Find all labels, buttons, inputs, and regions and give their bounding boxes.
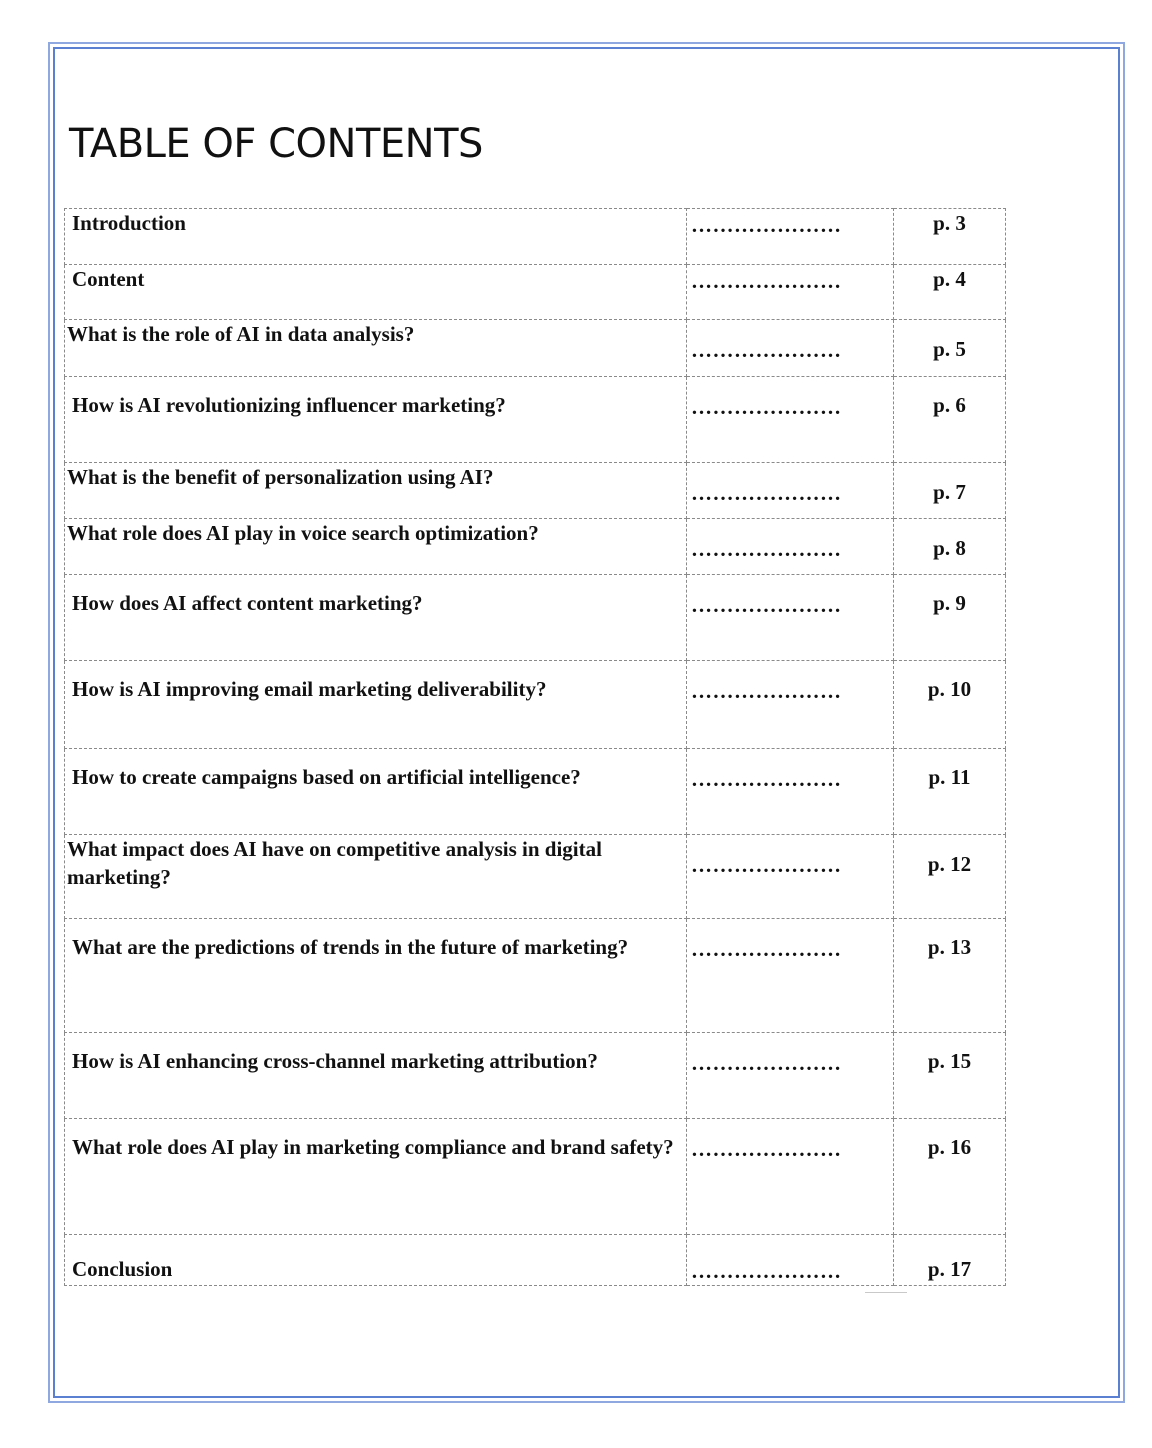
toc-page-cell — [894, 377, 1006, 463]
toc-page-number: p. 13 — [927, 935, 972, 959]
toc-entry-cell — [65, 265, 687, 320]
toc-page-cell — [894, 749, 1006, 835]
toc-leader-dots: ………………… — [691, 338, 842, 362]
toc-entry-cell — [65, 835, 687, 919]
toc-leader-cell — [687, 209, 894, 265]
toc-row — [65, 377, 1006, 463]
toc-entry-cell — [65, 463, 687, 519]
toc-leader-cell — [687, 835, 894, 919]
toc-row — [65, 209, 1006, 265]
toc-row — [65, 575, 1006, 661]
toc-entry-cell — [65, 377, 687, 463]
toc-entry-title: What are the predictions of trends in the future of marketing? — [72, 935, 629, 959]
toc-page-cell — [894, 265, 1006, 320]
toc-leader-dots: ………………… — [691, 853, 842, 877]
toc-leader-cell — [687, 749, 894, 835]
toc-page-number: p. 10 — [927, 677, 972, 701]
toc-leader-cell — [687, 1235, 894, 1286]
toc-page-cell — [894, 575, 1006, 661]
toc-page-number: p. 15 — [927, 1049, 972, 1073]
toc-entry-title: What role does AI play in voice search optimization? — [67, 521, 539, 545]
toc-leader-cell — [687, 463, 894, 519]
toc-page-cell — [894, 1235, 1006, 1286]
toc-row — [65, 265, 1006, 320]
toc-page-cell — [894, 835, 1006, 919]
footer-mark — [865, 1292, 907, 1293]
toc-row — [65, 519, 1006, 575]
toc-page-number: p. 8 — [933, 536, 966, 560]
toc-page-number: p. 6 — [933, 393, 966, 417]
toc-entry-cell — [65, 1119, 687, 1235]
toc-entry-title: How does AI affect content marketing? — [72, 591, 423, 615]
toc-entry-cell — [65, 320, 687, 377]
toc-entry-title: What role does AI play in marketing compliance and brand safety? — [72, 1135, 674, 1159]
toc-entry-title: How is AI enhancing cross-channel marketing attribution? — [72, 1049, 598, 1073]
toc-page-cell — [894, 661, 1006, 749]
toc-entry-title: How is AI revolutionizing influencer marketing? — [72, 393, 506, 417]
toc-leader-dots: ………………… — [691, 481, 842, 505]
toc-leader-dots: ………………… — [691, 395, 842, 419]
toc-leader-dots: ………………… — [691, 593, 842, 617]
toc-entry-title: Conclusion — [72, 1257, 173, 1281]
toc-row — [65, 749, 1006, 835]
toc-page-number: p. 7 — [933, 480, 966, 504]
toc-entry-cell — [65, 1033, 687, 1119]
toc-leader-dots: ………………… — [691, 937, 842, 961]
toc-leader-dots: ………………… — [691, 1137, 842, 1161]
toc-entry-cell — [65, 209, 687, 265]
toc-leader-dots: ………………… — [691, 767, 842, 791]
toc-row — [65, 320, 1006, 377]
toc-page-cell — [894, 919, 1006, 1033]
toc-leader-dots: ………………… — [691, 269, 842, 293]
toc-row — [65, 1119, 1006, 1235]
toc-entry-title: Content — [72, 267, 145, 291]
toc-entry-title: How to create campaigns based on artificial intelligence? — [72, 765, 581, 789]
toc-page-cell — [894, 320, 1006, 377]
toc-entry-title: What is the role of AI in data analysis? — [67, 322, 415, 346]
toc-page-cell — [894, 519, 1006, 575]
toc-leader-cell — [687, 377, 894, 463]
toc-page-cell — [894, 209, 1006, 265]
toc-entry-title: Introduction — [72, 211, 186, 235]
toc-entry-cell — [65, 749, 687, 835]
toc-leader-dots: ………………… — [691, 679, 842, 703]
toc-row — [65, 1235, 1006, 1286]
toc-leader-cell — [687, 320, 894, 377]
toc-leader-cell — [687, 519, 894, 575]
toc-leader-cell — [687, 265, 894, 320]
toc-leader-cell — [687, 1119, 894, 1235]
toc-leader-cell — [687, 919, 894, 1033]
toc-entry-cell — [65, 919, 687, 1033]
toc-page-cell — [894, 463, 1006, 519]
toc-page-number: p. 11 — [928, 765, 971, 789]
toc-table — [64, 208, 1006, 1286]
toc-page-cell — [894, 1033, 1006, 1119]
toc-row — [65, 919, 1006, 1033]
toc-leader-cell — [687, 575, 894, 661]
toc-entry-cell — [65, 519, 687, 575]
toc-page-number: p. 3 — [933, 211, 966, 235]
toc-row — [65, 661, 1006, 749]
toc-page-number: p. 4 — [933, 267, 966, 291]
toc-leader-dots: ………………… — [691, 1051, 842, 1075]
toc-page-number: p. 16 — [927, 1135, 972, 1159]
toc-row — [65, 1033, 1006, 1119]
toc-page-number: p. 5 — [933, 337, 966, 361]
toc-leader-cell — [687, 661, 894, 749]
toc-leader-dots: ………………… — [691, 213, 842, 237]
toc-entry-cell — [65, 575, 687, 661]
toc-entry-title: What impact does AI have on competitive analysis in digital marketing? — [67, 837, 602, 889]
toc-heading: TABLE OF CONTENTS — [69, 121, 483, 167]
toc-leader-dots: ………………… — [691, 1259, 842, 1283]
toc-entry-cell — [65, 1235, 687, 1286]
toc-page-number: p. 9 — [933, 591, 966, 615]
toc-row — [65, 835, 1006, 919]
toc-page-number: p. 17 — [927, 1257, 972, 1281]
toc-row — [65, 463, 1006, 519]
toc-leader-cell — [687, 1033, 894, 1119]
toc-entry-cell — [65, 661, 687, 749]
toc-leader-dots: ………………… — [691, 537, 842, 561]
toc-page-cell — [894, 1119, 1006, 1235]
toc-entry-title: What is the benefit of personalization using AI? — [67, 465, 494, 489]
toc-entry-title: How is AI improving email marketing deliverability? — [72, 677, 547, 701]
toc-page-number: p. 12 — [927, 852, 972, 876]
